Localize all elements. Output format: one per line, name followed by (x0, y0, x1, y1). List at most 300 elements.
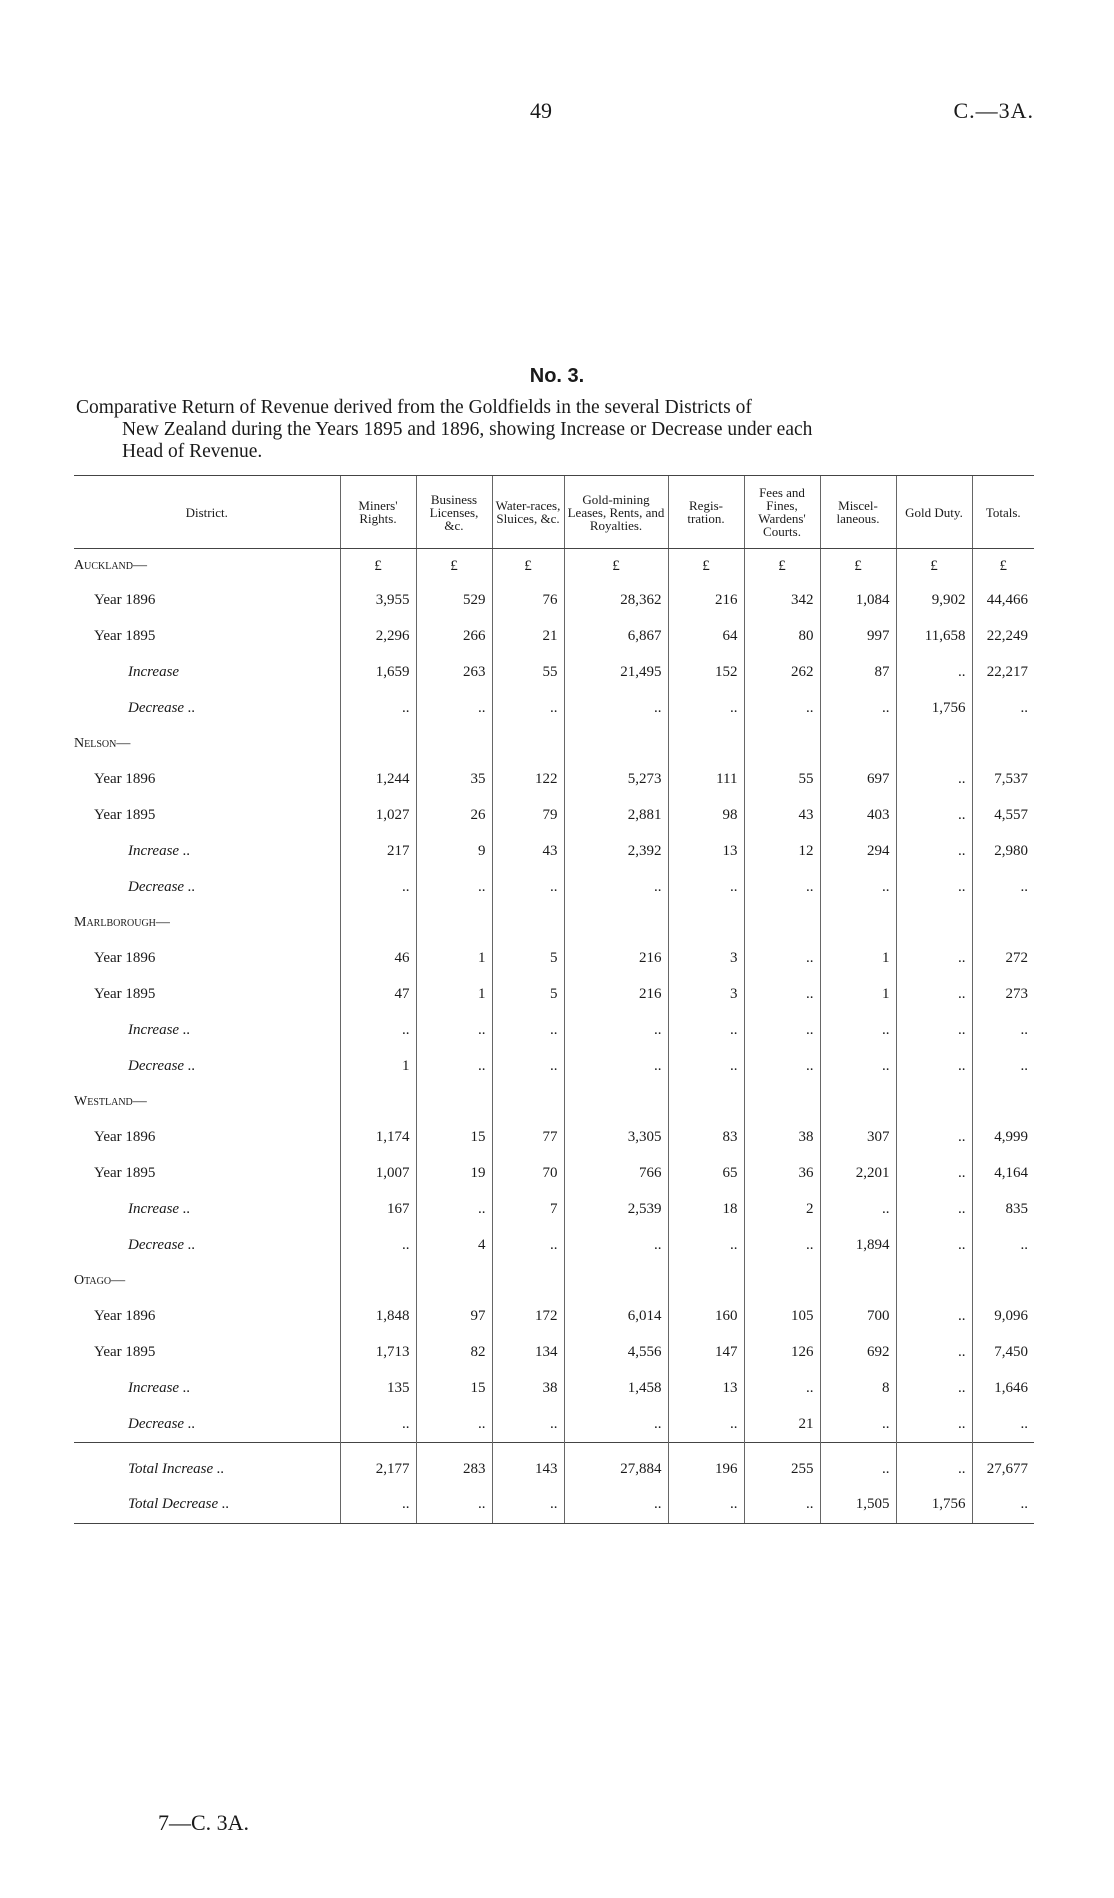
table-cell (340, 726, 416, 762)
table-cell: 28,362 (564, 583, 668, 619)
table-cell: .. (972, 1048, 1034, 1084)
column-header: Gold-mining Leases, Rents, and Royalties. (564, 476, 668, 549)
row-label: Decrease .. (128, 1415, 196, 1432)
table-cell: .. (564, 1406, 668, 1442)
table-cell: 18 (668, 1192, 744, 1228)
table-cell: 19 (416, 1156, 492, 1192)
table-cell: 272 (972, 941, 1034, 977)
table-cell: 87 (820, 655, 896, 691)
table-cell: .. (896, 1048, 972, 1084)
table-cell: .. (492, 1487, 564, 1523)
table-cell: 27,677 (972, 1443, 1034, 1487)
table-row (74, 583, 1034, 619)
table-cell: 35 (416, 762, 492, 798)
section-heading-row (74, 1084, 1034, 1120)
table-cell: 4,999 (972, 1120, 1034, 1156)
table-cell (896, 1263, 972, 1299)
table-body (74, 549, 1034, 1524)
table-cell: .. (972, 869, 1034, 905)
section-heading-row (74, 1263, 1034, 1299)
row-label: Increase .. (128, 1379, 191, 1396)
total-row (74, 1487, 1034, 1523)
page-number: 49 (530, 98, 552, 123)
row-label: Increase (128, 663, 180, 680)
table-cell: .. (668, 1227, 744, 1263)
table-cell: 12 (744, 834, 820, 870)
table-cell: .. (896, 1120, 972, 1156)
table-cell: .. (416, 1406, 492, 1442)
table-cell: .. (896, 1443, 972, 1487)
table-cell: 196 (668, 1443, 744, 1487)
table-cell: .. (820, 1192, 896, 1228)
table-cell: .. (896, 1156, 972, 1192)
unit-cell: £ (820, 549, 896, 584)
unit-cell: £ (340, 549, 416, 584)
table-cell: .. (744, 869, 820, 905)
table-cell: 2,201 (820, 1156, 896, 1192)
table-cell (820, 1084, 896, 1120)
table-cell: 263 (416, 655, 492, 691)
row-label: Decrease .. (128, 1057, 196, 1074)
table-cell: .. (340, 1406, 416, 1442)
table-cell: .. (492, 1048, 564, 1084)
column-header: Fees and Fines, Wardens' Courts. (744, 476, 820, 549)
table-cell: .. (668, 1487, 744, 1523)
table-cell: .. (564, 690, 668, 726)
row-label: Year 1896 (94, 592, 156, 609)
row-label: Auckland— (74, 558, 147, 573)
table-cell: 21,495 (564, 655, 668, 691)
table-cell: .. (668, 1406, 744, 1442)
table-description (76, 397, 1034, 463)
table-cell: .. (972, 690, 1034, 726)
table-cell: 36 (744, 1156, 820, 1192)
table-cell: 167 (340, 1192, 416, 1228)
table-cell: 7,537 (972, 762, 1034, 798)
table-cell: 2,881 (564, 798, 668, 834)
table-cell: 26 (416, 798, 492, 834)
table-cell: 4 (416, 1227, 492, 1263)
total-row (74, 1443, 1034, 1487)
document-code: C.—3A. (953, 98, 1034, 123)
table-row (74, 655, 1034, 691)
table-cell: 217 (340, 834, 416, 870)
table-cell: 266 (416, 619, 492, 655)
table-row (74, 1013, 1034, 1049)
table-cell: 64 (668, 619, 744, 655)
table-cell: .. (972, 1487, 1034, 1523)
section-heading-row (74, 905, 1034, 941)
row-label: Increase .. (128, 1021, 191, 1038)
table-cell (896, 726, 972, 762)
description-line-1: Comparative Return of Revenue derived from the Goldfields in the several Districts of (76, 397, 752, 418)
table-cell: 216 (564, 977, 668, 1013)
table-cell: 1 (416, 941, 492, 977)
table-cell: 135 (340, 1371, 416, 1407)
table-cell (972, 1084, 1034, 1120)
table-cell: .. (416, 869, 492, 905)
row-label: Marlborough— (74, 915, 170, 931)
table-cell: .. (820, 1443, 896, 1487)
table-row (74, 869, 1034, 905)
table-cell: .. (896, 798, 972, 834)
table-cell: .. (564, 1487, 668, 1523)
row-label: Year 1896 (94, 1129, 156, 1146)
unit-cell: £ (564, 549, 668, 584)
table-cell: 105 (744, 1299, 820, 1335)
row-label: Year 1895 (94, 1344, 156, 1361)
row-label: Year 1895 (94, 628, 156, 645)
table-row (74, 1406, 1034, 1442)
unit-cell: £ (492, 549, 564, 584)
table-cell: 111 (668, 762, 744, 798)
table-cell: 1,756 (896, 690, 972, 726)
table-cell (668, 905, 744, 941)
table-cell: .. (564, 1048, 668, 1084)
table-cell (744, 726, 820, 762)
table-cell: 172 (492, 1299, 564, 1335)
table-cell: 44,466 (972, 583, 1034, 619)
table-cell: 1,505 (820, 1487, 896, 1523)
table-cell (416, 1084, 492, 1120)
row-label: Year 1895 (94, 986, 156, 1003)
table-cell: 43 (744, 798, 820, 834)
table-cell: 147 (668, 1335, 744, 1371)
table-cell: 1,084 (820, 583, 896, 619)
table-cell: .. (820, 1048, 896, 1084)
table-cell: 79 (492, 798, 564, 834)
table-cell: .. (416, 690, 492, 726)
revenue-table (74, 475, 1034, 1524)
table-cell: .. (896, 1227, 972, 1263)
table-cell: 13 (668, 1371, 744, 1407)
table-cell: .. (820, 1406, 896, 1442)
table-cell: .. (896, 1406, 972, 1442)
table-row (74, 941, 1034, 977)
table-title: No. 3. (529, 365, 585, 387)
table-row (74, 1120, 1034, 1156)
table-cell: .. (896, 1371, 972, 1407)
table-cell: .. (896, 977, 972, 1013)
table-cell: 835 (972, 1192, 1034, 1228)
row-label: Decrease .. (128, 699, 196, 716)
row-label: Increase .. (128, 1200, 191, 1217)
table-cell: .. (972, 1406, 1034, 1442)
table-cell: 38 (744, 1120, 820, 1156)
table-cell (492, 726, 564, 762)
table-row (74, 1227, 1034, 1263)
table-cell (564, 1263, 668, 1299)
table-cell (564, 726, 668, 762)
table-cell: .. (564, 869, 668, 905)
table-cell: .. (416, 1192, 492, 1228)
table-cell: 21 (492, 619, 564, 655)
table-cell: .. (896, 1335, 972, 1371)
column-header: Gold Duty. (896, 476, 972, 549)
row-label: Year 1896 (94, 771, 156, 788)
table-cell: 255 (744, 1443, 820, 1487)
table-cell: .. (340, 869, 416, 905)
unit-cell: £ (416, 549, 492, 584)
table-cell (340, 905, 416, 941)
table-cell: 15 (416, 1120, 492, 1156)
table-cell (416, 1263, 492, 1299)
table-cell (820, 1263, 896, 1299)
table-cell: .. (744, 690, 820, 726)
table-cell: 9,096 (972, 1299, 1034, 1335)
table-row (74, 1335, 1034, 1371)
column-header: Business Licenses, &c. (416, 476, 492, 549)
unit-cell: £ (668, 549, 744, 584)
table-cell (972, 726, 1034, 762)
table-cell: .. (820, 869, 896, 905)
row-label: Year 1896 (94, 1308, 156, 1325)
row-label: Total Decrease .. (74, 1487, 340, 1523)
table-cell: .. (896, 1192, 972, 1228)
table-cell: 13 (668, 834, 744, 870)
table-cell: .. (896, 1013, 972, 1049)
table-cell: .. (896, 869, 972, 905)
table-cell: 1,174 (340, 1120, 416, 1156)
table-cell: 21 (744, 1406, 820, 1442)
table-cell: 3,305 (564, 1120, 668, 1156)
section-heading-row (74, 726, 1034, 762)
table-cell: 27,884 (564, 1443, 668, 1487)
table-cell: 1,848 (340, 1299, 416, 1335)
table-cell: 9 (416, 834, 492, 870)
table-cell: 5 (492, 977, 564, 1013)
table-row (74, 690, 1034, 726)
table-cell: 1,458 (564, 1371, 668, 1407)
unit-cell: £ (896, 549, 972, 584)
row-label: Year 1895 (94, 807, 156, 824)
table-cell: 83 (668, 1120, 744, 1156)
table-row (74, 1371, 1034, 1407)
revenue-table-container (74, 475, 1034, 1524)
table-cell: .. (896, 1299, 972, 1335)
table-cell: .. (340, 690, 416, 726)
table-cell: 4,557 (972, 798, 1034, 834)
table-cell: 1,027 (340, 798, 416, 834)
table-cell: .. (896, 762, 972, 798)
table-cell: .. (416, 1013, 492, 1049)
table-cell (564, 1084, 668, 1120)
table-cell: 97 (416, 1299, 492, 1335)
table-cell: .. (668, 1013, 744, 1049)
table-cell: .. (896, 834, 972, 870)
table-cell: 1,756 (896, 1487, 972, 1523)
table-row (74, 1156, 1034, 1192)
table-cell: 529 (416, 583, 492, 619)
table-cell: 46 (340, 941, 416, 977)
table-cell: 8 (820, 1371, 896, 1407)
table-cell (896, 905, 972, 941)
table-cell (416, 726, 492, 762)
table-cell: .. (416, 1487, 492, 1523)
table-cell: .. (340, 1487, 416, 1523)
table-cell: 273 (972, 977, 1034, 1013)
table-cell: 4,556 (564, 1335, 668, 1371)
row-label: Total Increase .. (74, 1443, 340, 1487)
table-cell: .. (896, 655, 972, 691)
table-cell: 1,646 (972, 1371, 1034, 1407)
table-cell: .. (744, 1487, 820, 1523)
table-cell: .. (492, 1013, 564, 1049)
table-cell: .. (564, 1227, 668, 1263)
column-header-district: District. (74, 476, 340, 549)
table-cell: .. (668, 690, 744, 726)
table-cell (820, 726, 896, 762)
table-cell: 3 (668, 977, 744, 1013)
table-cell: 98 (668, 798, 744, 834)
table-cell: 403 (820, 798, 896, 834)
table-cell: 1,244 (340, 762, 416, 798)
table-cell: 262 (744, 655, 820, 691)
table-cell (492, 1084, 564, 1120)
table-cell (340, 1263, 416, 1299)
row-label: Nelson— (74, 736, 131, 752)
table-cell: 126 (744, 1335, 820, 1371)
table-cell: 766 (564, 1156, 668, 1192)
table-cell: .. (744, 1371, 820, 1407)
table-cell: 1 (820, 941, 896, 977)
table-cell (564, 905, 668, 941)
table-cell: 2 (744, 1192, 820, 1228)
section-heading-row (74, 549, 1034, 584)
table-cell: 1,713 (340, 1335, 416, 1371)
table-cell: 15 (416, 1371, 492, 1407)
table-cell: 294 (820, 834, 896, 870)
table-cell: .. (416, 1048, 492, 1084)
column-header: Miners' Rights. (340, 476, 416, 549)
table-cell: 2,392 (564, 834, 668, 870)
table-cell: 692 (820, 1335, 896, 1371)
table-cell: .. (972, 1013, 1034, 1049)
table-cell: .. (564, 1013, 668, 1049)
description-line-3: Head of Revenue. (122, 441, 263, 462)
table-row (74, 1048, 1034, 1084)
row-label: Decrease .. (128, 878, 196, 895)
table-cell: 1,007 (340, 1156, 416, 1192)
table-cell (668, 1084, 744, 1120)
table-cell: .. (492, 1227, 564, 1263)
table-row (74, 834, 1034, 870)
table-cell: 2,296 (340, 619, 416, 655)
table-cell: 6,014 (564, 1299, 668, 1335)
table-cell: 70 (492, 1156, 564, 1192)
table-cell: 38 (492, 1371, 564, 1407)
table-cell: 1 (416, 977, 492, 1013)
table-cell (744, 905, 820, 941)
table-row (74, 798, 1034, 834)
table-cell (972, 905, 1034, 941)
row-label: Year 1895 (94, 1165, 156, 1182)
table-cell: 143 (492, 1443, 564, 1487)
table-cell: 997 (820, 619, 896, 655)
column-header: Regis-tration. (668, 476, 744, 549)
row-label: Westland— (74, 1094, 147, 1110)
table-cell: .. (492, 1406, 564, 1442)
column-header: Miscel-laneous. (820, 476, 896, 549)
table-cell: 216 (668, 583, 744, 619)
table-cell: .. (668, 869, 744, 905)
table-cell: 22,249 (972, 619, 1034, 655)
table-row (74, 1192, 1034, 1228)
table-cell: 3 (668, 941, 744, 977)
table-cell (668, 1263, 744, 1299)
table-cell: 307 (820, 1120, 896, 1156)
table-cell: .. (744, 1048, 820, 1084)
table-cell: .. (744, 977, 820, 1013)
table-cell: 76 (492, 583, 564, 619)
table-cell: 65 (668, 1156, 744, 1192)
unit-cell: £ (744, 549, 820, 584)
row-label: Year 1896 (94, 950, 156, 967)
table-cell: 342 (744, 583, 820, 619)
table-cell: 22,217 (972, 655, 1034, 691)
footer-code: 7—C. 3A. (158, 1810, 250, 1835)
table-row (74, 619, 1034, 655)
table-row (74, 1299, 1034, 1335)
table-cell: 697 (820, 762, 896, 798)
table-cell: 1,659 (340, 655, 416, 691)
row-label: Increase .. (128, 842, 191, 859)
table-cell (492, 905, 564, 941)
table-cell: .. (492, 869, 564, 905)
header-row (74, 476, 1034, 549)
table-row (74, 762, 1034, 798)
table-cell: 77 (492, 1120, 564, 1156)
table-cell: 1 (340, 1048, 416, 1084)
table-cell: .. (820, 1013, 896, 1049)
table-cell: .. (744, 1013, 820, 1049)
table-cell: 2,177 (340, 1443, 416, 1487)
table-cell: 7 (492, 1192, 564, 1228)
table-cell: .. (896, 941, 972, 977)
table-cell (340, 1084, 416, 1120)
table-cell: 43 (492, 834, 564, 870)
table-cell: .. (744, 1227, 820, 1263)
table-cell: 82 (416, 1335, 492, 1371)
table-cell (972, 1263, 1034, 1299)
table-cell: 122 (492, 762, 564, 798)
table-cell: 2,980 (972, 834, 1034, 870)
table-cell (668, 726, 744, 762)
table-cell: 6,867 (564, 619, 668, 655)
column-header: Totals. (972, 476, 1034, 549)
table-cell: 283 (416, 1443, 492, 1487)
unit-cell: £ (972, 549, 1034, 584)
table-cell: 5,273 (564, 762, 668, 798)
table-cell: 1,894 (820, 1227, 896, 1263)
table-cell: .. (820, 690, 896, 726)
table-cell: .. (492, 690, 564, 726)
row-label: Decrease .. (128, 1236, 196, 1253)
table-cell: 2,539 (564, 1192, 668, 1228)
table-cell: 3,955 (340, 583, 416, 619)
table-cell: 55 (744, 762, 820, 798)
column-header: Water-races, Sluices, &c. (492, 476, 564, 549)
table-cell: 55 (492, 655, 564, 691)
table-cell: 47 (340, 977, 416, 1013)
table-cell: 152 (668, 655, 744, 691)
table-cell (744, 1263, 820, 1299)
table-cell: 4,164 (972, 1156, 1034, 1192)
table-cell: .. (340, 1227, 416, 1263)
table-cell: 160 (668, 1299, 744, 1335)
table-cell (896, 1084, 972, 1120)
table-cell: 216 (564, 941, 668, 977)
